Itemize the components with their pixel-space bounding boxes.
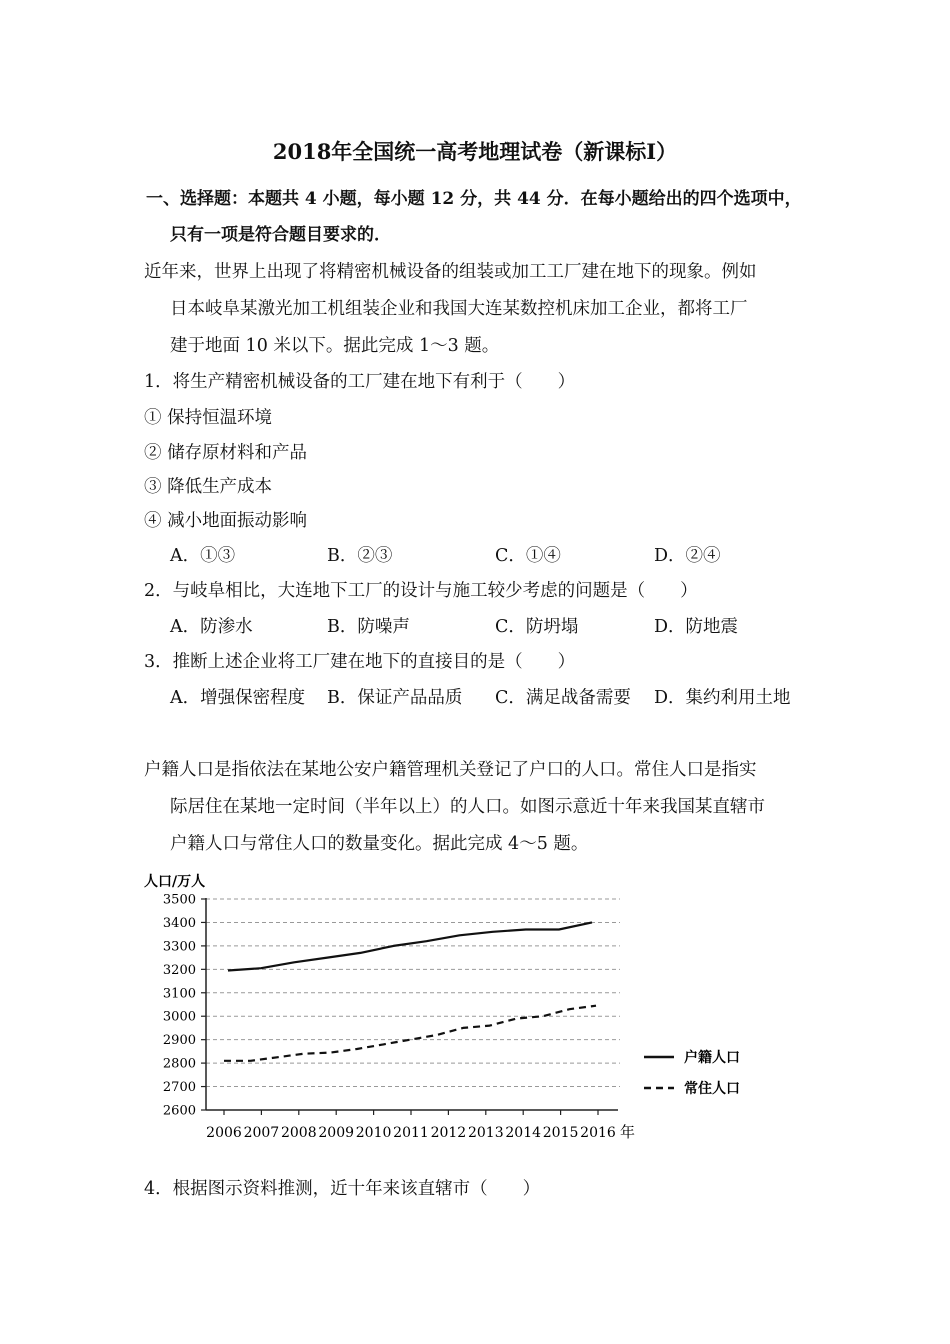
- x-tick-label: 2006: [206, 1125, 242, 1141]
- y-tick-label: 2800: [162, 1056, 196, 1072]
- q3-option-a[interactable]: A．增强保密程度: [170, 688, 306, 708]
- x-tick-label: 2011: [393, 1125, 429, 1141]
- legend-label-resident: 常住人口: [684, 1081, 740, 1097]
- y-tick-label: 3500: [162, 892, 196, 908]
- x-axis-ticks: [206, 1110, 616, 1141]
- y-tick-label: 2900: [162, 1033, 196, 1049]
- y-tick-label: 3400: [162, 915, 196, 931]
- section-heading-line2: 只有一项是符合题目要求的．: [170, 225, 391, 245]
- q3-stem: 3．推断上述企业将工厂建在地下的直接目的是（ ）: [144, 652, 576, 672]
- passage1-line3: 建于地面 10 米以下。据此完成 1～3 题。: [170, 336, 500, 356]
- q1-option-a[interactable]: A．①③: [170, 546, 236, 566]
- x-tick-label: 2014: [505, 1125, 542, 1141]
- series-line-registered: [228, 922, 592, 970]
- passage2-line1: 户籍人口是指依法在某地公安户籍管理机关登记了户口的人口。常住人口是指实: [144, 760, 757, 780]
- x-tick-label: 2009: [318, 1125, 355, 1141]
- y-tick-label: 2600: [162, 1103, 196, 1119]
- y-tick-label: 3300: [162, 939, 196, 955]
- q4-stem: 4．根据图示资料推测，近十年来该直辖市（ ）: [144, 1179, 541, 1199]
- legend-label-registered: 户籍人口: [684, 1050, 740, 1066]
- q3-option-d[interactable]: D．集约利用土地: [654, 688, 791, 708]
- population-line-chart: [140, 866, 790, 1146]
- q3-option-c[interactable]: C．满足战备需要: [495, 688, 631, 708]
- y-axis-label: 人口/万人: [144, 874, 206, 890]
- q2-option-a[interactable]: A．防渗水: [170, 617, 253, 637]
- series-line-resident: [224, 1006, 596, 1061]
- x-tick-label: 2012: [430, 1125, 467, 1141]
- y-tick-label: 2700: [162, 1080, 196, 1096]
- q1-item-1: ① 保持恒温环境: [144, 408, 273, 428]
- q3-option-b[interactable]: B．保证产品品质: [327, 688, 463, 708]
- x-tick-label: 2013: [467, 1125, 504, 1141]
- q2-stem: 2．与岐阜相比，大连地下工厂的设计与施工较少考虑的问题是（ ）: [144, 581, 698, 601]
- passage1-line2: 日本岐阜某激光加工机组装企业和我国大连某数控机床加工企业，都将工厂: [170, 299, 748, 319]
- q1-option-c[interactable]: C．①④: [495, 546, 561, 566]
- passage1-line1: 近年来，世界上出现了将精密机械设备的组装或加工工厂建在地下的现象。例如: [144, 262, 757, 282]
- q2-option-d[interactable]: D．防地震: [654, 617, 739, 637]
- x-tick-label: 2008: [280, 1125, 317, 1141]
- q1-stem: 1．将生产精密机械设备的工厂建在地下有利于（ ）: [144, 372, 576, 392]
- q1-item-4: ④ 减小地面振动影响: [144, 511, 308, 531]
- q2-option-c[interactable]: C．防坍塌: [495, 617, 579, 637]
- passage2-line3: 户籍人口与常住人口的数量变化。据此完成 4～5 题。: [170, 834, 589, 854]
- y-tick-label: 3100: [162, 986, 196, 1002]
- grid-lines: [206, 899, 620, 1087]
- q2-option-b[interactable]: B．防噪声: [327, 617, 410, 637]
- x-tick-label: 2016: [580, 1125, 616, 1141]
- q1-item-3: ③ 降低生产成本: [144, 477, 273, 497]
- document-title: 2018年全国统一高考地理试卷（新课标Ⅰ）: [272, 139, 678, 164]
- x-axis-label: 年: [620, 1123, 636, 1141]
- y-tick-label: 3200: [162, 962, 196, 978]
- passage2-line2: 际居住在某地一定时间（半年以上）的人口。如图示意近十年来我国某直辖市: [170, 797, 765, 817]
- q1-option-b[interactable]: B．②③: [327, 546, 393, 566]
- legend: [644, 1049, 740, 1097]
- x-tick-label: 2015: [542, 1125, 579, 1141]
- q1-item-2: ② 储存原材料和产品: [144, 443, 308, 463]
- x-tick-label: 2007: [243, 1125, 280, 1141]
- q1-option-d[interactable]: D．②④: [654, 546, 721, 566]
- y-tick-label: 3000: [162, 1009, 196, 1025]
- y-axis-ticks: [163, 893, 206, 1119]
- section-heading-line1: 一、选择题：本题共 4 小题，每小题 12 分，共 44 分．在每小题给出的四个选项中，: [146, 189, 802, 209]
- x-tick-label: 2010: [355, 1125, 392, 1141]
